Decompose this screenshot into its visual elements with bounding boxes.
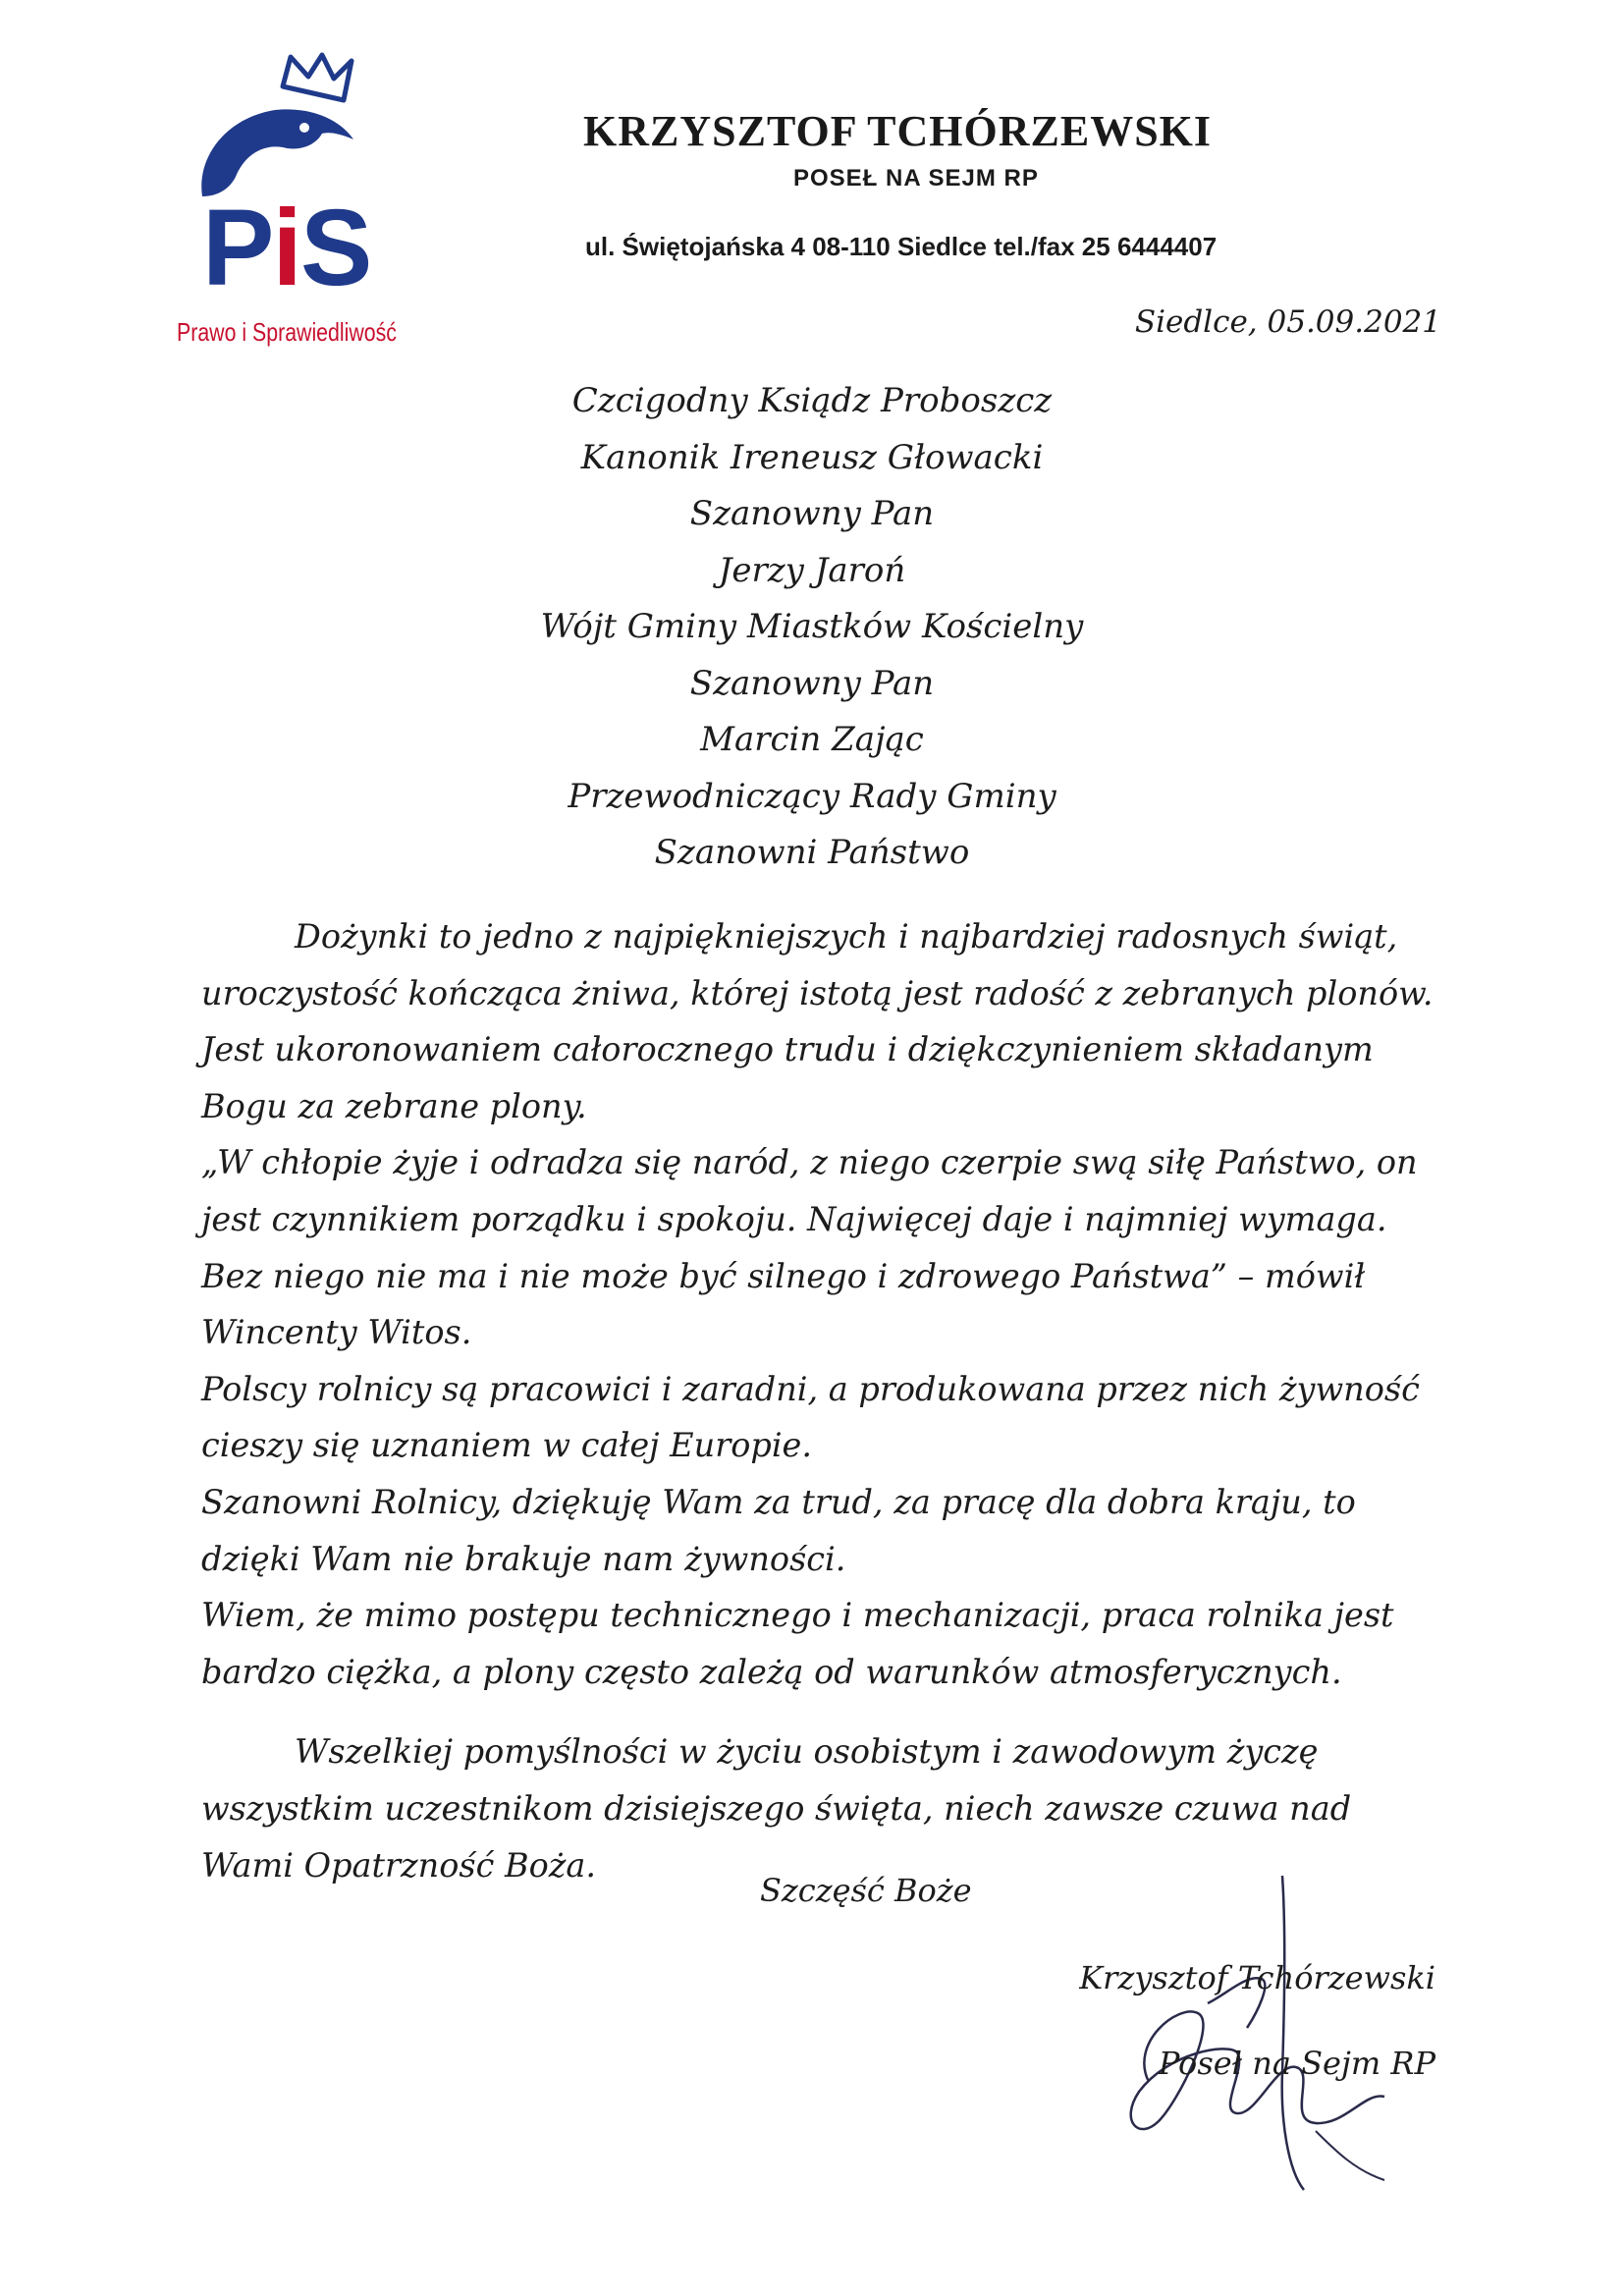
recipient-line: Marcin Zając xyxy=(700,720,924,759)
logo-tagline: Prawo i Sprawiedliwość xyxy=(177,317,397,347)
body-paragraph: Szanowni Rolnicy, dziękuję Wam za trud, za pracę dla dobra kraju, to dzięki Wam nie brakuje nam żywności. xyxy=(201,1482,1356,1578)
recipient-line: Przewodniczący Rady Gminy xyxy=(568,776,1056,816)
handwritten-signature xyxy=(1090,1856,1414,2200)
recipient-line: Czcigodny Ksiądz Proboszcz xyxy=(571,381,1053,420)
eagle-crown-icon xyxy=(167,49,393,206)
closing-phrase: Szczęść Boże xyxy=(760,1872,972,1909)
body-paragraph: „W chłopie żyje i odradza się naród, z niego czerpie swą siłę Państwo, on jest czynnikiem porządku i spokoju. Najwięcej daje i najmniej wymaga. Bez niego nie ma i nie może być silnego i zdrowego Państwa” – mówił Wincenty Witos. xyxy=(201,1143,1418,1352)
body-paragraph: Dożynki to jedno z najpiękniejszych i najbardziej radosnych świąt, uroczystość kończąca żniwa, której istotą jest radość z zebranych plonów. Jest ukoronowaniem całorocznego trudu i dziękczynieniem składanym Bogu za zebrane plony. xyxy=(201,917,1434,1125)
recipients-block xyxy=(321,373,1303,882)
body-paragraph: Polscy rolnicy są pracowici i zaradni, a produkowana przez nich żywność cieszy się uznaniem w całej Europie. xyxy=(201,1369,1420,1465)
signatory-name: Krzysztof Tchórzewski xyxy=(1079,1959,1435,1996)
body-paragraph: Wszelkiej pomyślności w życiu osobistym i zawodowym życzę wszystkim uczestnikom dzisiejszego święta, niech zawsze czuwa nad Wami Opatrzność Boża. xyxy=(201,1732,1352,1885)
recipient-line: Jerzy Jaroń xyxy=(718,550,906,590)
recipient-line: Kanonik Ireneusz Głowacki xyxy=(580,437,1044,477)
recipient-line: Szanowni Państwo xyxy=(654,833,970,872)
letter-body xyxy=(201,908,1443,1893)
letterhead-role: POSEŁ NA SEJM RP xyxy=(793,165,1039,191)
letterhead-address: ul. Świętojańska 4 08-110 Siedlce tel./fax 25 6444407 xyxy=(585,232,1218,261)
recipient-line: Wójt Gminy Miastków Kościelny xyxy=(540,607,1084,646)
recipient-line: Szanowny Pan xyxy=(689,494,935,533)
letterhead-name: KRZYSZTOF TCHÓRZEWSKI xyxy=(583,107,1213,155)
party-logo xyxy=(167,49,397,347)
recipient-line: Szanowny Pan xyxy=(689,663,935,703)
logo-letters: PiS xyxy=(202,188,371,308)
body-paragraph: Wiem, że mimo postępu technicznego i mechanizacji, praca rolnika jest bardzo ciężka, a plony często zależą od warunków atmosferycznych. xyxy=(201,1596,1394,1691)
signatory-title: Poseł na Sejm RP xyxy=(1158,2045,1435,2082)
letter-date: Siedlce, 05.09.2021 xyxy=(1134,304,1441,340)
